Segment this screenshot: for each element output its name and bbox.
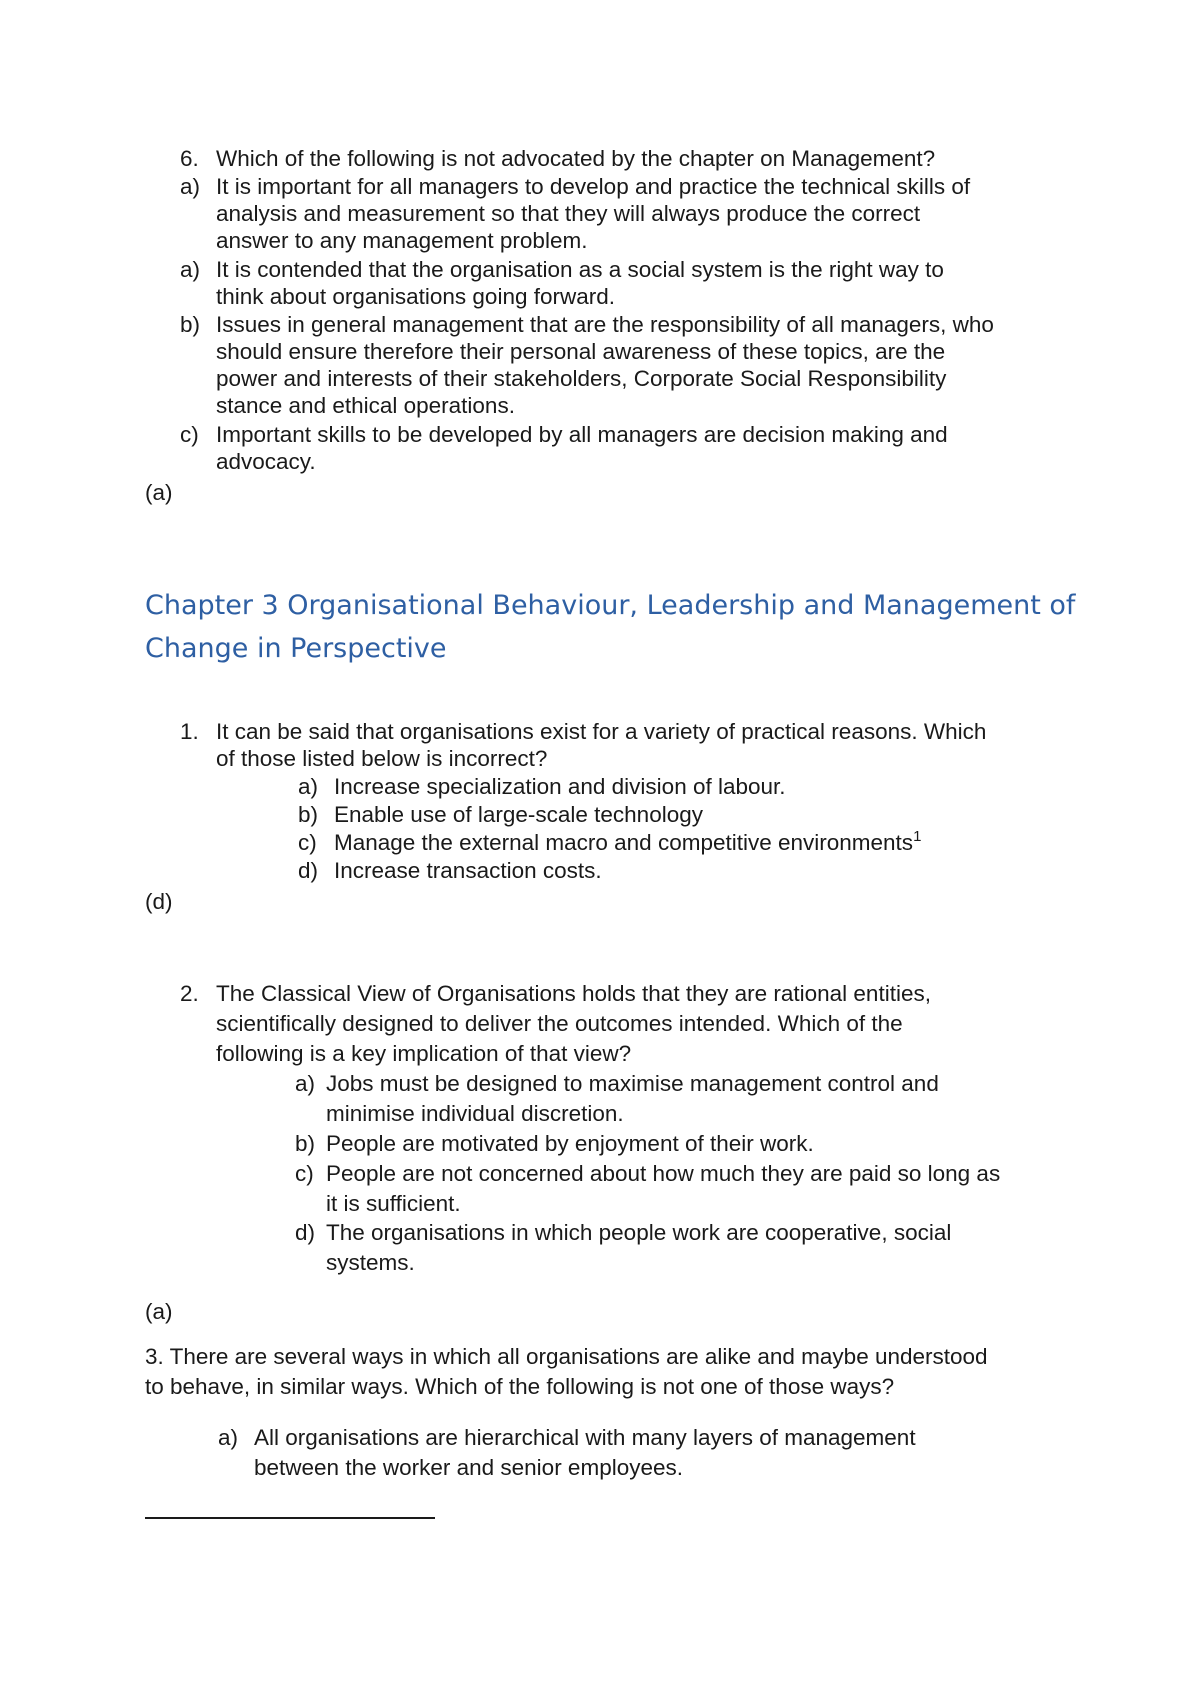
question-2 xyxy=(180,979,1080,1069)
question-3-text: 3. There are several ways in which all organisations are alike and maybe understood to behave, in similar ways. Which of the following is not one of those ways? xyxy=(145,1344,988,1399)
question-6-text: Which of the following is not advocated by the chapter on Management? xyxy=(216,146,936,171)
chapter-heading-line-2: Change in Perspective xyxy=(145,633,447,664)
question-2-option xyxy=(295,1159,1075,1219)
question-2-text: The Classical View of Organisations holds that they are rational entities, scientifically designed to deliver the outcomes intended. Which of the following is a key implication of that view? xyxy=(216,981,931,1066)
chapter-heading xyxy=(145,584,1095,670)
question-1 xyxy=(180,718,1080,772)
question-6-option xyxy=(180,173,1080,254)
option-text-content: Manage the external macro and competitive environments xyxy=(334,830,914,855)
question-2-answer: (a) xyxy=(145,1299,173,1324)
footnote-reference[interactable]: 1 xyxy=(913,828,922,845)
question-1-option xyxy=(298,857,1058,884)
option-marker: c) xyxy=(298,830,317,855)
option-marker: a) xyxy=(180,174,201,199)
question-1-option xyxy=(298,773,1058,800)
question-6 xyxy=(180,145,1080,172)
question-1-text: It can be said that organisations exist for a variety of practical reasons. Which of those listed below is incorrect? xyxy=(216,719,987,771)
option-marker: b) xyxy=(298,802,319,827)
option-marker: c) xyxy=(295,1161,314,1186)
chapter-heading-line-1: Chapter 3 Organisational Behaviour, Leadership and Management of xyxy=(145,590,1076,621)
question-6-answer: (a) xyxy=(145,480,173,505)
question-2-number: 2. xyxy=(180,981,199,1006)
option-text: Increase specialization and division of labour. xyxy=(334,774,786,799)
option-text: People are not concerned about how much they are paid so long as it is sufficient. xyxy=(326,1161,1001,1216)
option-marker: a) xyxy=(218,1425,239,1450)
option-text: Jobs must be designed to maximise management control and minimise individual discretion. xyxy=(326,1071,939,1126)
option-text xyxy=(334,829,921,856)
option-marker: b) xyxy=(180,312,201,337)
option-marker: a) xyxy=(295,1071,316,1096)
option-marker: a) xyxy=(298,774,319,799)
option-text: It is important for all managers to develop and practice the technical skills of analysis and measurement so that they will always produce the correct answer to any management problem. xyxy=(216,174,971,253)
option-marker: a) xyxy=(180,257,201,282)
option-marker: b) xyxy=(295,1131,316,1156)
question-3 xyxy=(145,1342,1095,1402)
option-marker: d) xyxy=(295,1220,316,1245)
question-1-number: 1. xyxy=(180,719,199,744)
question-6-option xyxy=(180,311,1080,419)
question-1-answer: (d) xyxy=(145,889,173,914)
option-text: Enable use of large-scale technology xyxy=(334,802,703,827)
question-3-option xyxy=(218,1423,1078,1483)
option-text: It is contended that the organisation as a social system is the right way to think about organisations going forward. xyxy=(216,257,944,309)
question-2-option xyxy=(295,1069,1075,1129)
question-6-number: 6. xyxy=(180,146,199,171)
question-2-option xyxy=(295,1129,1075,1159)
question-2-option xyxy=(295,1218,1075,1278)
footnote-separator xyxy=(145,1517,435,1519)
option-marker: d) xyxy=(298,858,319,883)
question-1-option xyxy=(298,829,1058,856)
option-text: Issues in general management that are the responsibility of all managers, who should ensure therefore their personal awareness of these topics, are the power and interests of their stakeholders, Corporate Social Responsibility stance and ethical operations. xyxy=(216,312,994,418)
question-6-option xyxy=(180,421,1080,475)
option-text: All organisations are hierarchical with many layers of management between the worker and senior employees. xyxy=(254,1425,916,1480)
option-text: Important skills to be developed by all managers are decision making and advocacy. xyxy=(216,422,948,474)
question-6-option xyxy=(180,256,1080,310)
option-text: Increase transaction costs. xyxy=(334,858,602,883)
option-text: People are motivated by enjoyment of their work. xyxy=(326,1131,814,1156)
question-1-option xyxy=(298,801,1058,828)
option-marker: c) xyxy=(180,422,199,447)
option-text: The organisations in which people work are cooperative, social systems. xyxy=(326,1220,952,1275)
